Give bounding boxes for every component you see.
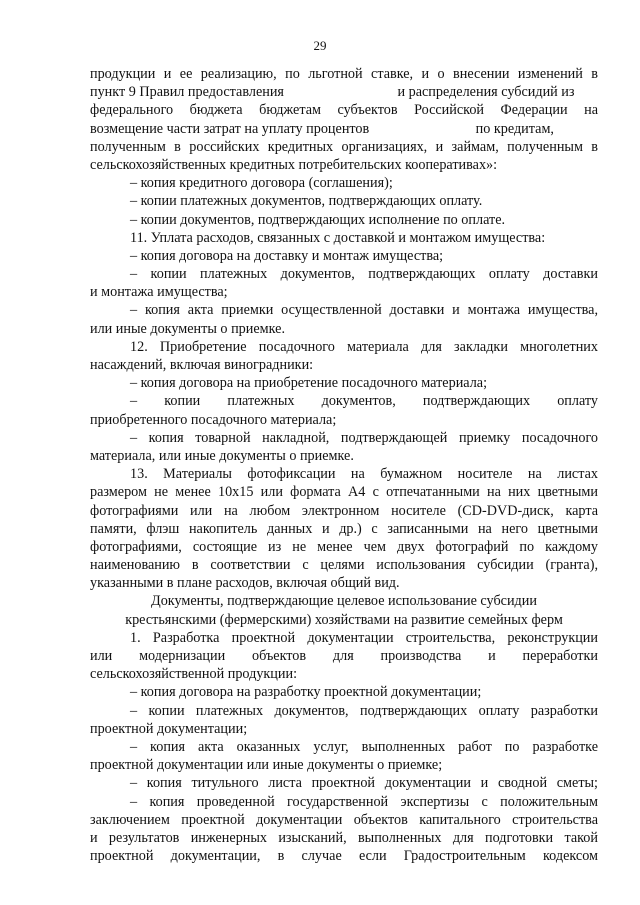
text-line: – копии платежных документов, подтверждающих оплату доставки (130, 266, 598, 283)
text-line: фотографиями или на любом электронном носителе (CD-DVD-диск, карта (90, 502, 598, 519)
text-line: – копии платежных документов, подтверждающих оплату разработки (130, 702, 598, 719)
text-line: федерального бюджета бюджетам субъектов Российской Федерации на (90, 102, 598, 119)
text-line: – копия проведенной государственной экспертизы с положительным (130, 793, 598, 810)
text-line: сельскохозяйственных кредитных потребительских кооперативах»: (90, 156, 498, 173)
text-line: сельскохозяйственной продукции: (90, 666, 298, 683)
text-line: проектной документации или иные документы о приемке; (90, 757, 443, 774)
text-line: – копия договора на приобретение посадочного материала; (130, 375, 488, 392)
text-line: возмещение части затрат на уплату процентов по кредитам, (90, 120, 554, 137)
text-line: наименованию в соответствии с целями использования субсидии (гранта), (90, 557, 598, 574)
text-line: – копия договора на разработку проектной документации; (130, 684, 482, 701)
text-line: заключением проектной документации объектов капитального строительства (90, 811, 598, 828)
text-line: – копия товарной накладной, подтверждающей приемку посадочного (130, 429, 598, 446)
text-line: фотографиями, состоящие из не менее чем двух фотографий по каждому (90, 538, 598, 555)
text-line: 1. Разработка проектной документации строительства, реконструкции (130, 629, 598, 646)
text-line: указанными в плане расходов, включая общий вид. (90, 575, 400, 592)
text-line: – копии платежных документов, подтверждающих оплату. (130, 193, 483, 210)
text-line: насаждений, включая виноградники: (90, 357, 314, 373)
text-line: пункт 9 Правил предоставления и распределения субсидий из (90, 84, 575, 101)
text-line: размером не менее 10х15 или формата А4 с отпечатанными на них цветными (90, 484, 598, 501)
text-line: 11. Уплата расходов, связанных с доставкой и монтажом имущества: (130, 229, 546, 246)
text-line: и результатов инженерных изысканий, выполненных для подготовки такой (90, 829, 598, 846)
text-line: проектной документации, в случае если Градостроительным кодексом (90, 848, 598, 865)
page-number: 29 (313, 38, 327, 53)
text-line: – копии документов, подтверждающих исполнение по оплате. (130, 211, 506, 228)
text-line: и монтажа имущества; (90, 284, 228, 301)
section-heading-line: крестьянскими (фермерскими) хозяйствами на развитие семейных ферм (125, 611, 563, 628)
text-line: 13. Материалы фотофиксации на бумажном носителе на листах (130, 466, 598, 483)
document-body (90, 65, 598, 865)
text-line: – копия акта приемки осуществленной доставки и монтажа имущества, (130, 302, 598, 319)
text-line: – копия титульного листа проектной документации и сводной сметы; (130, 775, 598, 792)
text-line: – копия кредитного договора (соглашения); (130, 175, 393, 192)
text-line: продукции и ее реализацию, по льготной ставке, и о внесении изменений в (90, 66, 598, 82)
text-line: проектной документации; (90, 720, 248, 737)
text-line: или иные документы о приемке. (90, 320, 286, 337)
text-line: или модернизации объектов для производства и переработки (90, 648, 598, 664)
text-line: полученным в российских кредитных организациях, и займам, полученным в (90, 138, 598, 155)
text-line: – копия договора на доставку и монтаж имущества; (130, 247, 444, 264)
text-line: памяти, флэш накопитель данных и др.) с записанными на него цветными (90, 520, 598, 537)
text-line: материала, или иные документы о приемке. (90, 447, 354, 464)
text-line: 12. Приобретение посадочного материала для закладки многолетних (130, 338, 598, 355)
section-heading-line: Документы, подтверждающие целевое использование субсидии (151, 593, 537, 610)
text-line: – копии платежных документов, подтверждающих оплату (130, 393, 598, 410)
text-line: приобретенного посадочного материала; (90, 411, 337, 428)
text-line: – копия акта оказанных услуг, выполненных работ по разработке (130, 738, 598, 755)
